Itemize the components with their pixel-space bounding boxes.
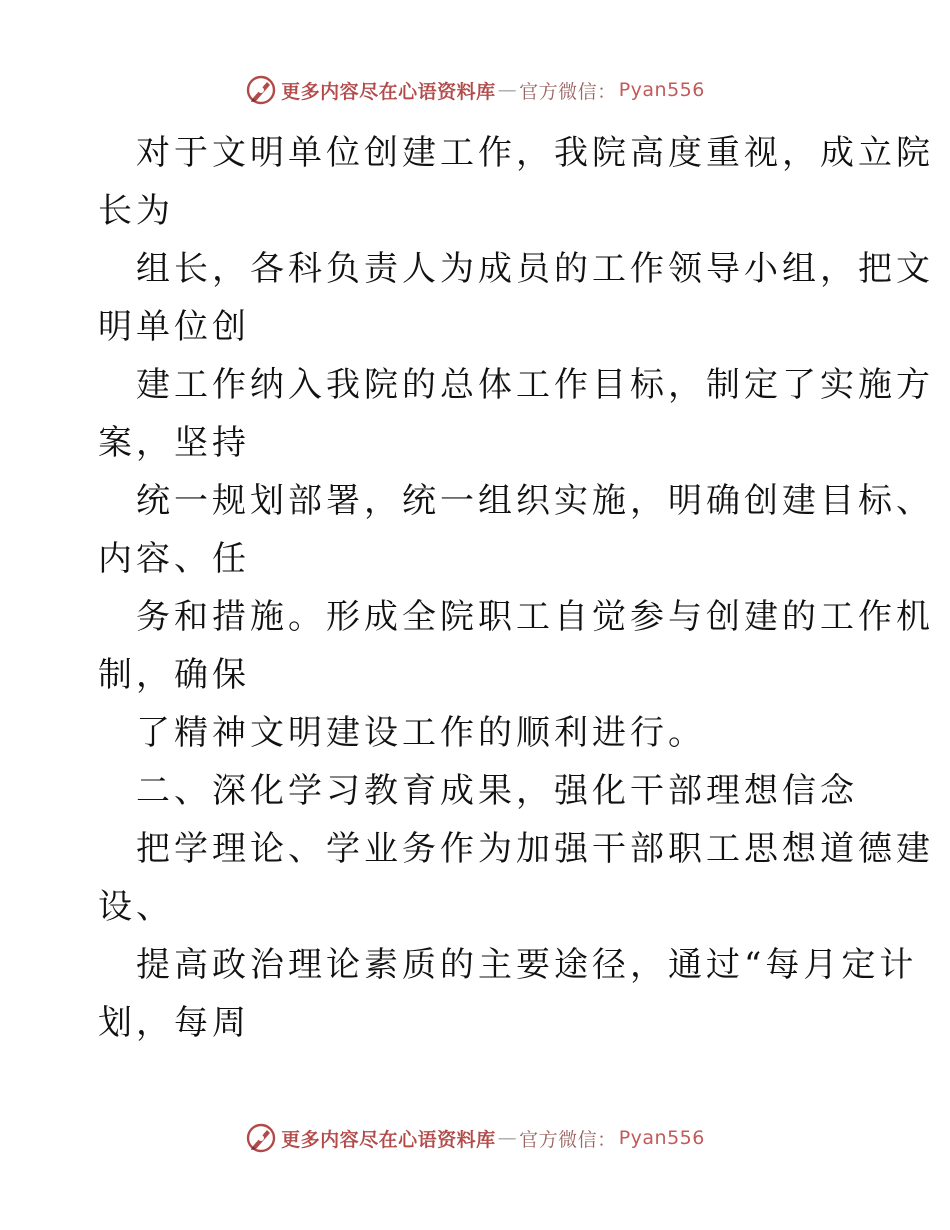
header-watermark	[0, 70, 950, 110]
text-line: 设、	[98, 887, 174, 927]
watermark-tail: 官方微信：	[519, 80, 617, 103]
watermark-tail: 官方微信：	[519, 1128, 617, 1151]
text-line: 长为	[98, 191, 174, 231]
watermark-text	[281, 1125, 705, 1152]
watermark-lead: 更多内容尽在心语资料库	[281, 1128, 496, 1151]
text-line: 对于文明单位创建工作，我院高度重视，成立院	[136, 133, 934, 173]
watermark-id: Pyan556	[618, 79, 705, 101]
text-line: 内容、任	[98, 539, 250, 579]
watermark-text	[281, 77, 705, 104]
watermark-id: Pyan556	[618, 1127, 705, 1149]
text-line: 了精神文明建设工作的顺利进行。	[136, 713, 706, 753]
watermark-dash: —	[497, 79, 518, 101]
section-heading: 二、深化学习教育成果，强化干部理想信念	[136, 771, 858, 811]
pen-logo-icon	[245, 74, 277, 106]
text-line: 案，坚持	[98, 423, 250, 463]
text-line: 划，每周	[98, 1003, 250, 1043]
document-body	[98, 124, 934, 1052]
text-line: 制，确保	[98, 655, 250, 695]
text-line: 统一规划部署，统一组织实施，明确创建目标、	[136, 481, 934, 521]
text-line: 务和措施。形成全院职工自觉参与创建的工作机	[136, 597, 934, 637]
text-line: 建工作纳入我院的总体工作目标，制定了实施方	[136, 365, 934, 405]
pen-logo-icon	[245, 1122, 277, 1154]
text-line: 明单位创	[98, 307, 250, 347]
text-line: 提高政治理论素质的主要途径，通过“每月定计	[136, 945, 918, 985]
watermark-dash: —	[497, 1127, 518, 1149]
watermark-lead: 更多内容尽在心语资料库	[281, 80, 496, 103]
footer-watermark	[0, 1118, 950, 1158]
text-line: 组长，各科负责人为成员的工作领导小组，把文	[136, 249, 934, 289]
text-line: 把学理论、学业务作为加强干部职工思想道德建	[136, 829, 934, 869]
